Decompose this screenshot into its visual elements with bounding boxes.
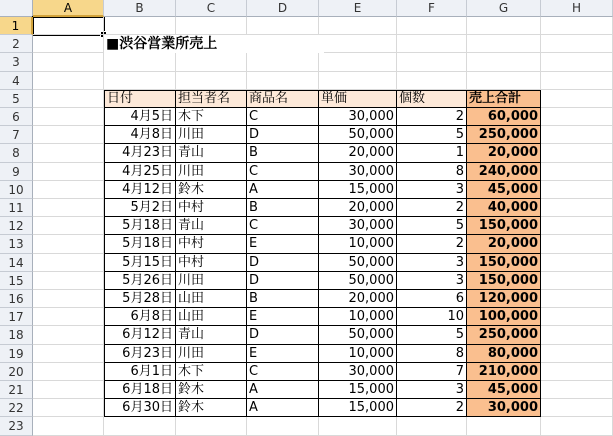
table-cell-product[interactable]: D (247, 326, 319, 344)
table-cell-sales-total[interactable]: 150,000 (467, 217, 541, 235)
table-cell-quantity[interactable]: 1 (397, 144, 467, 162)
table-cell-unit-price[interactable]: 20,000 (319, 199, 397, 217)
table-header-quantity[interactable]: 個数 (397, 90, 467, 108)
table-cell-person[interactable]: 中村 (176, 199, 247, 217)
cell-G2[interactable] (467, 35, 541, 53)
table-cell-person[interactable]: 青山 (176, 144, 247, 162)
table-cell-sales-total[interactable]: 100,000 (467, 308, 541, 326)
column-header-E[interactable]: E (319, 0, 397, 17)
cell-H2[interactable] (541, 35, 613, 53)
table-header-sales-total[interactable]: 売上合計 (467, 90, 541, 108)
cell-H8[interactable] (541, 144, 613, 162)
cell-C1[interactable] (176, 17, 247, 35)
table-cell-product[interactable]: E (247, 235, 319, 253)
cell-A14[interactable] (33, 254, 104, 272)
cell-H17[interactable] (541, 308, 613, 326)
cell-H1[interactable] (541, 17, 613, 35)
table-cell-sales-total[interactable]: 120,000 (467, 290, 541, 308)
table-cell-quantity[interactable]: 5 (397, 217, 467, 235)
table-cell-quantity[interactable]: 3 (397, 272, 467, 290)
table-cell-unit-price[interactable]: 20,000 (319, 290, 397, 308)
table-cell-sales-total[interactable]: 40,000 (467, 199, 541, 217)
table-cell-person[interactable]: 鈴木 (176, 381, 247, 399)
cell-C23[interactable] (176, 417, 247, 435)
column-header-B[interactable]: B (104, 0, 176, 17)
table-cell-sales-total[interactable]: 150,000 (467, 254, 541, 272)
table-cell-unit-price[interactable]: 50,000 (319, 326, 397, 344)
table-cell-unit-price[interactable]: 20,000 (319, 144, 397, 162)
cell-A5[interactable] (33, 90, 104, 108)
cell-B1[interactable] (104, 17, 176, 35)
cell-E3[interactable] (319, 53, 397, 71)
cell-H7[interactable] (541, 126, 613, 144)
cell-H5[interactable] (541, 90, 613, 108)
row-header-6[interactable]: 6 (0, 108, 33, 126)
row-header-21[interactable]: 21 (0, 381, 33, 399)
cell-A1[interactable] (33, 17, 104, 35)
table-cell-sales-total[interactable]: 30,000 (467, 399, 541, 417)
table-header-product[interactable]: 商品名 (247, 90, 319, 108)
table-cell-sales-total[interactable]: 250,000 (467, 126, 541, 144)
cell-H14[interactable] (541, 254, 613, 272)
table-cell-sales-total[interactable]: 250,000 (467, 326, 541, 344)
table-cell-date[interactable]: 5月28日 (104, 290, 176, 308)
cell-G23[interactable] (467, 417, 541, 435)
table-cell-date[interactable]: 4月25日 (104, 163, 176, 181)
cell-E2[interactable] (319, 35, 397, 53)
table-cell-person[interactable]: 川田 (176, 272, 247, 290)
table-cell-person[interactable]: 鈴木 (176, 181, 247, 199)
table-cell-person[interactable]: 中村 (176, 235, 247, 253)
cell-A12[interactable] (33, 217, 104, 235)
cell-A3[interactable] (33, 53, 104, 71)
cell-F3[interactable] (397, 53, 467, 71)
cell-A2[interactable] (33, 35, 104, 53)
cell-A22[interactable] (33, 399, 104, 417)
table-cell-product[interactable]: A (247, 381, 319, 399)
table-cell-sales-total[interactable]: 60,000 (467, 108, 541, 126)
table-cell-quantity[interactable]: 2 (397, 235, 467, 253)
row-header-13[interactable]: 13 (0, 235, 33, 253)
cell-A4[interactable] (33, 72, 104, 90)
cell-A15[interactable] (33, 272, 104, 290)
cell-H12[interactable] (541, 217, 613, 235)
table-cell-product[interactable]: C (247, 217, 319, 235)
row-header-3[interactable]: 3 (0, 53, 33, 71)
table-cell-person[interactable]: 木下 (176, 363, 247, 381)
cell-C4[interactable] (176, 72, 247, 90)
cell-D23[interactable] (247, 417, 319, 435)
table-cell-quantity[interactable]: 8 (397, 163, 467, 181)
table-cell-unit-price[interactable]: 30,000 (319, 163, 397, 181)
table-cell-date[interactable]: 5月15日 (104, 254, 176, 272)
table-cell-date[interactable]: 6月1日 (104, 363, 176, 381)
column-header-C[interactable]: C (176, 0, 247, 17)
table-cell-date[interactable]: 6月18日 (104, 381, 176, 399)
row-header-4[interactable]: 4 (0, 72, 33, 90)
row-header-15[interactable]: 15 (0, 272, 33, 290)
table-cell-quantity[interactable]: 3 (397, 254, 467, 272)
table-cell-sales-total[interactable]: 45,000 (467, 181, 541, 199)
table-cell-unit-price[interactable]: 15,000 (319, 381, 397, 399)
table-cell-date[interactable]: 5月26日 (104, 272, 176, 290)
row-header-2[interactable]: 2 (0, 35, 33, 53)
table-cell-quantity[interactable]: 7 (397, 363, 467, 381)
table-cell-quantity[interactable]: 2 (397, 199, 467, 217)
cell-G4[interactable] (467, 72, 541, 90)
table-cell-person[interactable]: 山田 (176, 308, 247, 326)
cell-B23[interactable] (104, 417, 176, 435)
table-cell-product[interactable]: B (247, 199, 319, 217)
table-cell-date[interactable]: 4月5日 (104, 108, 176, 126)
select-all-corner[interactable] (0, 0, 33, 17)
row-header-5[interactable]: 5 (0, 90, 33, 108)
cell-B4[interactable] (104, 72, 176, 90)
row-header-22[interactable]: 22 (0, 399, 33, 417)
table-cell-date[interactable]: 5月18日 (104, 235, 176, 253)
cell-H10[interactable] (541, 181, 613, 199)
row-header-19[interactable]: 19 (0, 345, 33, 363)
cell-A20[interactable] (33, 363, 104, 381)
table-cell-product[interactable]: D (247, 272, 319, 290)
cell-H18[interactable] (541, 326, 613, 344)
column-header-G[interactable]: G (467, 0, 541, 17)
cell-A7[interactable] (33, 126, 104, 144)
table-cell-product[interactable]: C (247, 108, 319, 126)
table-header-person[interactable]: 担当者名 (176, 90, 247, 108)
cell-A19[interactable] (33, 345, 104, 363)
cell-F2[interactable] (397, 35, 467, 53)
cell-A9[interactable] (33, 163, 104, 181)
table-cell-sales-total[interactable]: 45,000 (467, 381, 541, 399)
cell-A6[interactable] (33, 108, 104, 126)
table-cell-quantity[interactable]: 3 (397, 181, 467, 199)
table-cell-sales-total[interactable]: 20,000 (467, 144, 541, 162)
table-header-date[interactable]: 日付 (104, 90, 176, 108)
table-cell-person[interactable]: 木下 (176, 108, 247, 126)
table-cell-date[interactable]: 6月12日 (104, 326, 176, 344)
table-cell-person[interactable]: 青山 (176, 217, 247, 235)
table-cell-date[interactable]: 5月2日 (104, 199, 176, 217)
row-header-10[interactable]: 10 (0, 181, 33, 199)
row-header-16[interactable]: 16 (0, 290, 33, 308)
cell-F4[interactable] (397, 72, 467, 90)
row-header-12[interactable]: 12 (0, 217, 33, 235)
table-cell-date[interactable]: 4月23日 (104, 144, 176, 162)
cell-H3[interactable] (541, 53, 613, 71)
cell-A16[interactable] (33, 290, 104, 308)
cell-H20[interactable] (541, 363, 613, 381)
cell-H13[interactable] (541, 235, 613, 253)
cell-A23[interactable] (33, 417, 104, 435)
cell-E23[interactable] (319, 417, 397, 435)
table-cell-unit-price[interactable]: 15,000 (319, 181, 397, 199)
table-cell-product[interactable]: D (247, 126, 319, 144)
cell-H15[interactable] (541, 272, 613, 290)
cell-H23[interactable] (541, 417, 613, 435)
table-cell-product[interactable]: B (247, 144, 319, 162)
table-cell-unit-price[interactable]: 50,000 (319, 254, 397, 272)
table-cell-unit-price[interactable]: 50,000 (319, 272, 397, 290)
cell-A11[interactable] (33, 199, 104, 217)
cell-H22[interactable] (541, 399, 613, 417)
table-cell-person[interactable]: 中村 (176, 254, 247, 272)
table-cell-person[interactable]: 山田 (176, 290, 247, 308)
table-cell-quantity[interactable]: 10 (397, 308, 467, 326)
cell-B3[interactable] (104, 53, 176, 71)
table-cell-person[interactable]: 青山 (176, 326, 247, 344)
table-cell-product[interactable]: B (247, 290, 319, 308)
table-cell-product[interactable]: E (247, 308, 319, 326)
cell-G3[interactable] (467, 53, 541, 71)
cell-G1[interactable] (467, 17, 541, 35)
sheet-title: ■渋谷営業所売上 (104, 35, 324, 53)
cell-F1[interactable] (397, 17, 467, 35)
table-cell-product[interactable]: C (247, 363, 319, 381)
table-cell-date[interactable]: 4月8日 (104, 126, 176, 144)
table-cell-product[interactable]: A (247, 181, 319, 199)
table-cell-quantity[interactable]: 5 (397, 326, 467, 344)
table-cell-person[interactable]: 川田 (176, 345, 247, 363)
table-cell-product[interactable]: A (247, 399, 319, 417)
table-cell-quantity[interactable]: 8 (397, 345, 467, 363)
table-cell-sales-total[interactable]: 210,000 (467, 363, 541, 381)
table-cell-product[interactable]: E (247, 345, 319, 363)
table-cell-unit-price[interactable]: 30,000 (319, 108, 397, 126)
cell-A17[interactable] (33, 308, 104, 326)
table-cell-date[interactable]: 4月12日 (104, 181, 176, 199)
table-cell-unit-price[interactable]: 30,000 (319, 217, 397, 235)
table-cell-product[interactable]: C (247, 163, 319, 181)
table-cell-person[interactable]: 川田 (176, 126, 247, 144)
column-header-A[interactable]: A (33, 0, 104, 17)
cell-A10[interactable] (33, 181, 104, 199)
table-cell-unit-price[interactable]: 10,000 (319, 235, 397, 253)
cell-H4[interactable] (541, 72, 613, 90)
cell-D4[interactable] (247, 72, 319, 90)
table-cell-sales-total[interactable]: 20,000 (467, 235, 541, 253)
table-cell-quantity[interactable]: 2 (397, 108, 467, 126)
cell-H19[interactable] (541, 345, 613, 363)
cell-H21[interactable] (541, 381, 613, 399)
cell-F23[interactable] (397, 417, 467, 435)
table-cell-date[interactable]: 6月30日 (104, 399, 176, 417)
table-cell-quantity[interactable]: 3 (397, 381, 467, 399)
table-cell-person[interactable]: 川田 (176, 163, 247, 181)
row-header-17[interactable]: 17 (0, 308, 33, 326)
row-header-23[interactable]: 23 (0, 417, 33, 435)
cell-H9[interactable] (541, 163, 613, 181)
cell-E1[interactable] (319, 17, 397, 35)
table-cell-date[interactable]: 6月8日 (104, 308, 176, 326)
row-header-8[interactable]: 8 (0, 144, 33, 162)
table-cell-unit-price[interactable]: 30,000 (319, 363, 397, 381)
cell-C3[interactable] (176, 53, 247, 71)
row-header-18[interactable]: 18 (0, 326, 33, 344)
table-cell-product[interactable]: D (247, 254, 319, 272)
column-header-D[interactable]: D (247, 0, 319, 17)
table-cell-quantity[interactable]: 5 (397, 126, 467, 144)
table-cell-sales-total[interactable]: 150,000 (467, 272, 541, 290)
table-cell-quantity[interactable]: 6 (397, 290, 467, 308)
row-header-7[interactable]: 7 (0, 126, 33, 144)
cell-A8[interactable] (33, 144, 104, 162)
cell-E4[interactable] (319, 72, 397, 90)
row-header-11[interactable]: 11 (0, 199, 33, 217)
cell-H16[interactable] (541, 290, 613, 308)
column-header-F[interactable]: F (397, 0, 467, 17)
table-cell-date[interactable]: 5月18日 (104, 217, 176, 235)
cell-A21[interactable] (33, 381, 104, 399)
row-header-9[interactable]: 9 (0, 163, 33, 181)
table-cell-unit-price[interactable]: 15,000 (319, 399, 397, 417)
table-cell-unit-price[interactable]: 10,000 (319, 345, 397, 363)
cell-A18[interactable] (33, 326, 104, 344)
cell-D1[interactable] (247, 17, 319, 35)
table-cell-quantity[interactable]: 2 (397, 399, 467, 417)
row-header-1[interactable]: 1 (0, 17, 33, 35)
row-header-14[interactable]: 14 (0, 254, 33, 272)
table-cell-sales-total[interactable]: 80,000 (467, 345, 541, 363)
table-cell-unit-price[interactable]: 10,000 (319, 308, 397, 326)
table-cell-date[interactable]: 6月23日 (104, 345, 176, 363)
table-header-unit-price[interactable]: 単価 (319, 90, 397, 108)
table-cell-person[interactable]: 鈴木 (176, 399, 247, 417)
column-header-H[interactable]: H (541, 0, 613, 17)
row-header-20[interactable]: 20 (0, 363, 33, 381)
table-cell-unit-price[interactable]: 50,000 (319, 126, 397, 144)
cell-A13[interactable] (33, 235, 104, 253)
table-cell-sales-total[interactable]: 240,000 (467, 163, 541, 181)
cell-D3[interactable] (247, 53, 319, 71)
cell-H6[interactable] (541, 108, 613, 126)
cell-H11[interactable] (541, 199, 613, 217)
